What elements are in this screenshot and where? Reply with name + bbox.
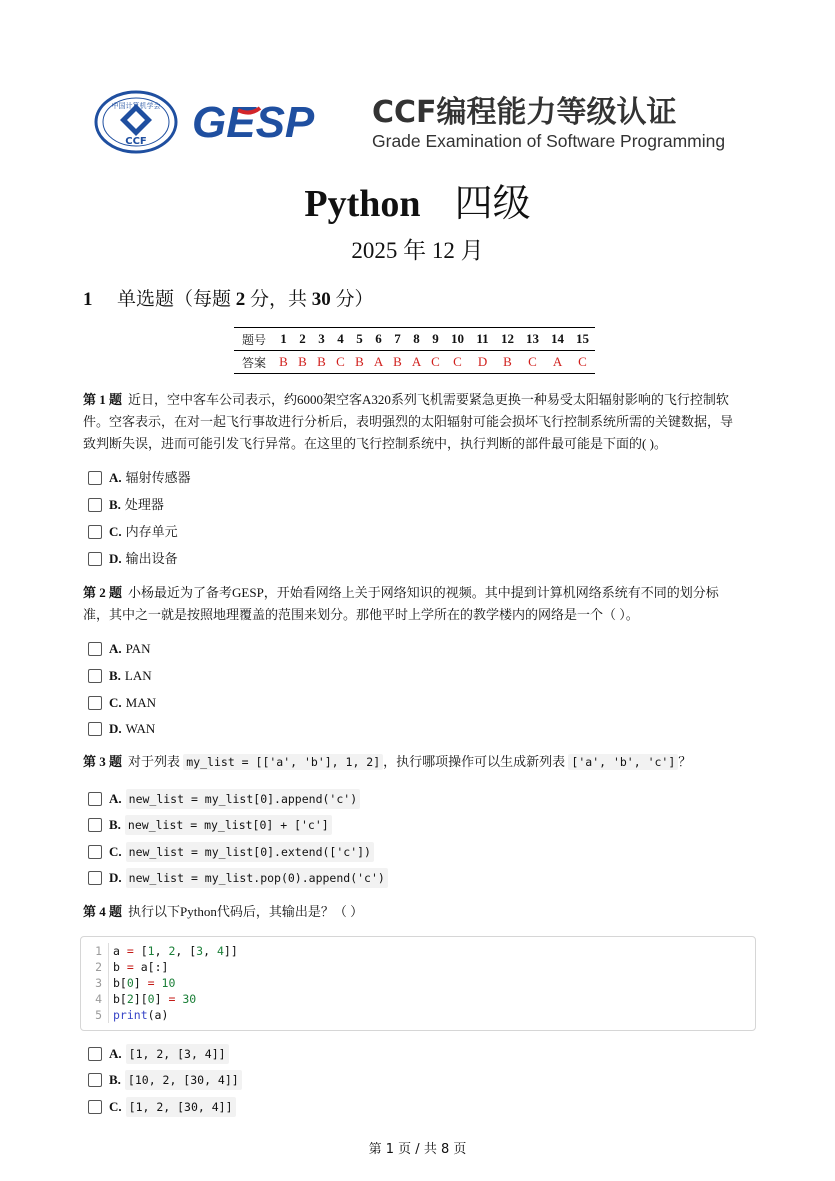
header-logos [0, 0, 835, 170]
question-line [83, 389, 748, 411]
line-number: 5 [81, 1007, 109, 1023]
option-text: 处理器 [124, 497, 164, 512]
section-heading [83, 284, 374, 311]
question-1 [83, 389, 748, 455]
option-letter: C. [109, 1099, 122, 1114]
option-letter: A. [109, 791, 122, 806]
code-text: print(a) [113, 1008, 169, 1022]
option-text: MAN [125, 695, 156, 710]
question-text: ？ [678, 754, 692, 769]
question-line: 件。空客表示，在对一起飞行事故进行分析后，表明强烈的太阳辐射可能会损坏飞行控制系统所需的关键数据，导 [83, 414, 734, 429]
option-text: 输出设备 [125, 551, 178, 566]
question-number-cell: 4 [337, 331, 344, 346]
cert-title-block [372, 95, 725, 151]
answer-cell: B [355, 354, 364, 369]
checkbox[interactable] [88, 1100, 102, 1114]
answer-cell: B [503, 354, 512, 369]
page-footer: 第 1 页 / 共 8 页 [368, 1142, 467, 1157]
question-text: 小杨最近为了备考GESP，开始看网络上关于网络知识的视频。其中提到计算机网络系统有不同的划分标 [128, 585, 719, 600]
gesp-logo [192, 98, 315, 147]
question-text: 对于列表 [128, 754, 184, 769]
question-number-cell: 8 [413, 331, 420, 346]
line-number: 2 [81, 959, 109, 975]
option-text: 辐射传感器 [125, 470, 191, 485]
code-line [81, 975, 175, 991]
section-text: 单选题（每题 [117, 289, 236, 310]
section-text-post: 分） [330, 289, 374, 310]
answer-cell: A [552, 354, 563, 369]
option-code: new_list = my_list[0] + ['c'] [125, 815, 332, 835]
checkbox[interactable] [88, 818, 102, 832]
question-text: ，执行哪项操作可以生成新列表 [383, 754, 569, 769]
q4-option-b[interactable] [88, 1071, 242, 1089]
answer-cell: B [317, 354, 326, 369]
checkbox[interactable] [88, 871, 102, 885]
gesp-wordmark: GESP [192, 98, 315, 147]
checkbox[interactable] [88, 1047, 102, 1061]
question-number-cell: 14 [551, 331, 565, 346]
question-text: 近日，空中客车公司表示，约6000架空客A320系列飞机需要紧急更换一种易受太阳辐射影响的飞行控制软 [128, 392, 729, 407]
code-line [81, 1007, 168, 1023]
option-code: [1, 2, [3, 4]] [126, 1044, 229, 1064]
question-number-row [234, 328, 595, 351]
option-letter: A. [109, 641, 122, 656]
checkbox[interactable] [88, 722, 102, 736]
line-number: 1 [81, 943, 109, 959]
option-letter: A. [109, 1046, 122, 1061]
q1-option-a[interactable] [88, 469, 191, 487]
question-number-cell: 11 [476, 331, 489, 346]
seal-ccf-text: CCF [125, 136, 147, 147]
answer-cell: C [578, 354, 587, 369]
option-letter: A. [109, 470, 122, 485]
code-line [81, 991, 196, 1007]
row-label: 答案 [242, 355, 267, 370]
section-number: 1 [83, 289, 93, 310]
question-2 [83, 582, 748, 626]
cert-title: CCF编程能力等级认证 [372, 95, 677, 130]
answer-cell: D [477, 354, 488, 369]
answer-cell: A [411, 354, 422, 369]
q1-option-b[interactable] [88, 496, 164, 514]
question-line: 准，其中之一就是按照地理覆盖的范围来划分。那他平时上学所在的教学楼内的网络是一个（ ）。 [83, 607, 639, 622]
q3-option-d[interactable] [88, 869, 388, 887]
question-number-cell: 15 [576, 331, 590, 346]
checkbox[interactable] [88, 498, 102, 512]
question-number-cell: 12 [501, 331, 515, 346]
answer-cell: C [453, 354, 462, 369]
answer-cell: C [431, 354, 440, 369]
code-text: b = a[:] [113, 960, 169, 974]
question-4 [83, 901, 748, 923]
answer-cell: B [298, 354, 307, 369]
option-code: [1, 2, [30, 4]] [126, 1097, 236, 1117]
q2-option-c[interactable] [88, 694, 156, 712]
option-code: [10, 2, [30, 4]] [125, 1070, 242, 1090]
option-letter: C. [109, 844, 122, 859]
code-block [80, 936, 756, 1031]
option-text: PAN [125, 641, 151, 656]
checkbox[interactable] [88, 792, 102, 806]
exam-level: 四级 [454, 181, 531, 225]
q4-option-a[interactable] [88, 1045, 229, 1063]
option-letter: C. [109, 524, 122, 539]
row-label: 题号 [242, 332, 267, 347]
code-line [81, 943, 238, 959]
exam-title [0, 172, 835, 227]
question-number: 第 1 题 [83, 392, 123, 407]
checkbox[interactable] [88, 696, 102, 710]
answer-row [234, 351, 595, 374]
q3-option-b[interactable] [88, 816, 332, 834]
checkbox[interactable] [88, 669, 102, 683]
inline-code: ['a', 'b', 'c'] [568, 754, 678, 770]
question-line [83, 582, 748, 604]
q3-option-a[interactable] [88, 790, 360, 808]
question-number: 第 2 题 [83, 585, 123, 600]
option-letter: B. [109, 497, 121, 512]
question-number-cell: 10 [451, 331, 465, 346]
option-text: 内存单元 [125, 524, 178, 539]
checkbox[interactable] [88, 1073, 102, 1087]
q2-option-a[interactable] [88, 640, 150, 658]
ccf-seal-logo [96, 92, 176, 152]
question-number-cell: 9 [432, 331, 439, 346]
option-code: new_list = my_list[0].append('c') [126, 789, 360, 809]
question-number: 第 4 题 [83, 904, 123, 919]
q1-option-d[interactable] [88, 550, 178, 568]
question-number-cell: 2 [299, 331, 306, 346]
inline-code: my_list = [['a', 'b'], 1, 2] [183, 754, 383, 770]
section-total: 30 [311, 289, 331, 310]
answer-cell: C [528, 354, 537, 369]
answer-cell: B [393, 354, 402, 369]
option-letter: C. [109, 695, 122, 710]
question-number-cell: 3 [318, 331, 325, 346]
q2-option-b[interactable] [88, 667, 152, 685]
option-text: WAN [125, 721, 156, 736]
checkbox[interactable] [88, 845, 102, 859]
option-code: new_list = my_list[0].extend(['c']) [126, 842, 374, 862]
checkbox[interactable] [88, 552, 102, 566]
checkbox[interactable] [88, 525, 102, 539]
option-letter: B. [109, 1072, 121, 1087]
exam-header [0, 0, 835, 170]
option-letter: B. [109, 817, 121, 832]
q2-option-d[interactable] [88, 720, 155, 738]
line-number: 4 [81, 991, 109, 1007]
option-letter: B. [109, 668, 121, 683]
question-line: 致判断失误，进而可能引发飞行异常。在这里的飞行控制系统中，执行判断的部件最可能是下面的( )。 [83, 436, 667, 451]
line-number: 3 [81, 975, 109, 991]
option-letter: D. [109, 870, 122, 885]
code-text: b[0] = 10 [113, 976, 176, 990]
option-letter: D. [109, 721, 122, 736]
option-code: new_list = my_list.pop(0).append('c') [126, 868, 388, 888]
code-line [81, 959, 168, 975]
q3-option-c[interactable] [88, 843, 374, 861]
answer-cell: A [373, 354, 384, 369]
q1-option-c[interactable] [88, 523, 178, 541]
answer-cell: C [336, 354, 345, 369]
section-text-mid: 分，共 [245, 289, 312, 310]
checkbox[interactable] [88, 471, 102, 485]
answer-cell: B [279, 354, 288, 369]
cert-subtitle: Grade Examination of Software Programming [372, 131, 726, 151]
q4-option-c[interactable] [88, 1098, 236, 1116]
question-number: 第 3 题 [83, 754, 123, 769]
answer-key-table [234, 327, 595, 374]
question-number-cell: 13 [526, 331, 540, 346]
exam-language: Python [304, 183, 421, 225]
option-letter: D. [109, 551, 122, 566]
exam-date: 2025 年 12 月 [351, 238, 484, 263]
option-text: LAN [124, 668, 152, 683]
section-points: 2 [235, 289, 246, 310]
question-3 [83, 751, 748, 773]
question-number-cell: 7 [394, 331, 401, 346]
question-text: 执行以下Python代码后，其输出是？（ ） [128, 904, 364, 919]
question-number-cell: 5 [356, 331, 363, 346]
code-text: a = [1, 2, [3, 4]] [113, 944, 238, 958]
seal-ring-text: 中国计算机学会 [111, 102, 161, 110]
question-number-cell: 6 [375, 331, 382, 346]
code-text: b[2][0] = 30 [113, 992, 197, 1006]
checkbox[interactable] [88, 642, 102, 656]
question-number-cell: 1 [280, 331, 287, 346]
